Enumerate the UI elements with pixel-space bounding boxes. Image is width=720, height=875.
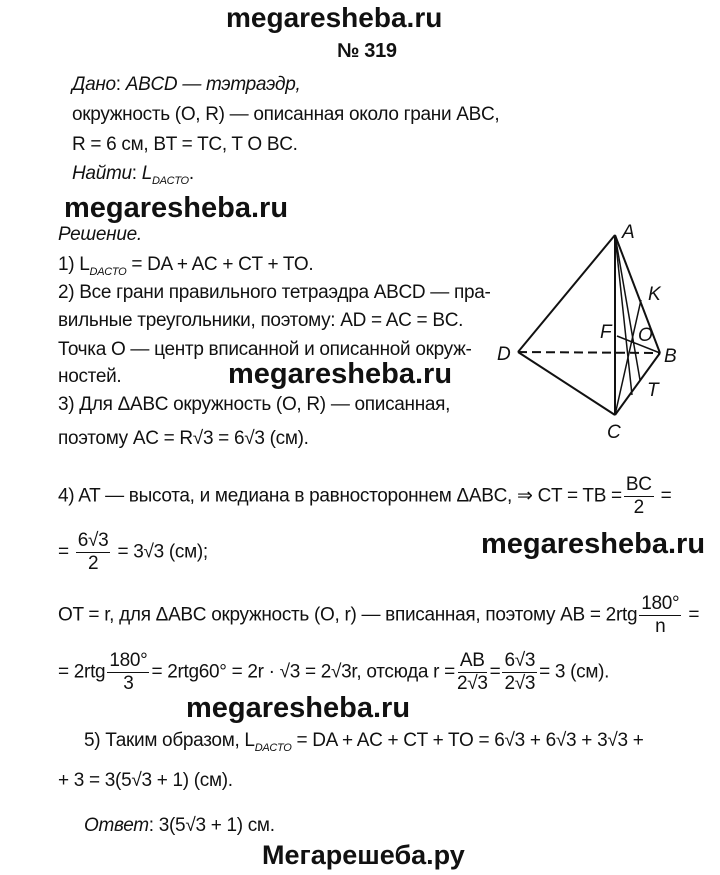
footer-watermark: Мегарешеба.ру	[262, 840, 465, 870]
find-line: Найти: $L_{DACTO}$.	[72, 163, 194, 187]
watermark: megaresheba.ru	[481, 528, 706, 560]
label-O: O	[638, 325, 653, 346]
label-C: C	[607, 422, 621, 443]
site-title: megaresheba.ru	[226, 2, 443, 33]
step-4d: = 2rtg $\frac{180^\circ}{3}$ = 2rtg60° = 2r · √3 = 2√3r, отсюда r = $\frac{AB}{2√3}$ = $\frac{6√3}{2√3}$ = 3 (см).	[58, 650, 610, 694]
problem-number: № 319	[337, 40, 397, 62]
given-line-3: R = 6 см, BT = TC, T O BC.	[72, 134, 298, 155]
step-2c: Точка O — центр вписанной и описанной окруж-	[58, 339, 472, 360]
label-A: A	[622, 222, 635, 243]
label-F: F	[600, 322, 612, 343]
step-5a: 5) Таким образом, $L_{DACTO}$ = DA + AC + CT + TO = 6√3 + 6√3 + 3√3 +	[84, 730, 644, 754]
step-2d: ностей.	[58, 366, 122, 387]
watermark: megaresheba.ru	[228, 358, 453, 390]
step-4b: = $\frac{6√3}{2}$ = 3√3 (см);	[58, 530, 208, 574]
step-2a: 2) Все грани правильного тетраэдра ABCD — пра-	[58, 282, 491, 303]
step-3b: поэтому AC = R√3 = 6√3 (см).	[58, 428, 309, 449]
label-B: B	[664, 346, 677, 367]
step-2b: вильные треугольники, поэтому: AD = AC = BC.	[58, 310, 464, 331]
label-K: K	[648, 284, 661, 305]
solution-title: Решение.	[58, 224, 142, 245]
step-5b: + 3 = 3(5√3 + 1) (см).	[58, 770, 233, 791]
label-T: T	[647, 380, 659, 401]
watermark: megaresheba.ru	[186, 692, 411, 724]
given-line-2: окружность (O, R) — описанная около грани ABC,	[72, 104, 500, 125]
label-D: D	[497, 344, 511, 365]
given-line-1: Дано: ABCD — тэтраэдр,	[72, 74, 301, 95]
answer: Ответ: 3(5√3 + 1) см.	[84, 815, 275, 836]
step-4a: 4) AT — высота, и медиана в равностороннем ΔABC, ⇒ CT = TB = $\frac{BC}{2}$ =	[58, 474, 672, 518]
step-4c: OT = r, для ΔABC окружность (O, r) — вписанная, поэтому AB = 2rtg $\frac{180^\circ}{n}$ =	[58, 593, 700, 637]
step-3a: 3) Для ΔABC окружность (O, R) — описанная,	[58, 394, 451, 415]
step-1: 1) $L_{DACTO}$ = DA + AC + CT + TO.	[58, 254, 314, 278]
watermark: megaresheba.ru	[64, 192, 289, 224]
